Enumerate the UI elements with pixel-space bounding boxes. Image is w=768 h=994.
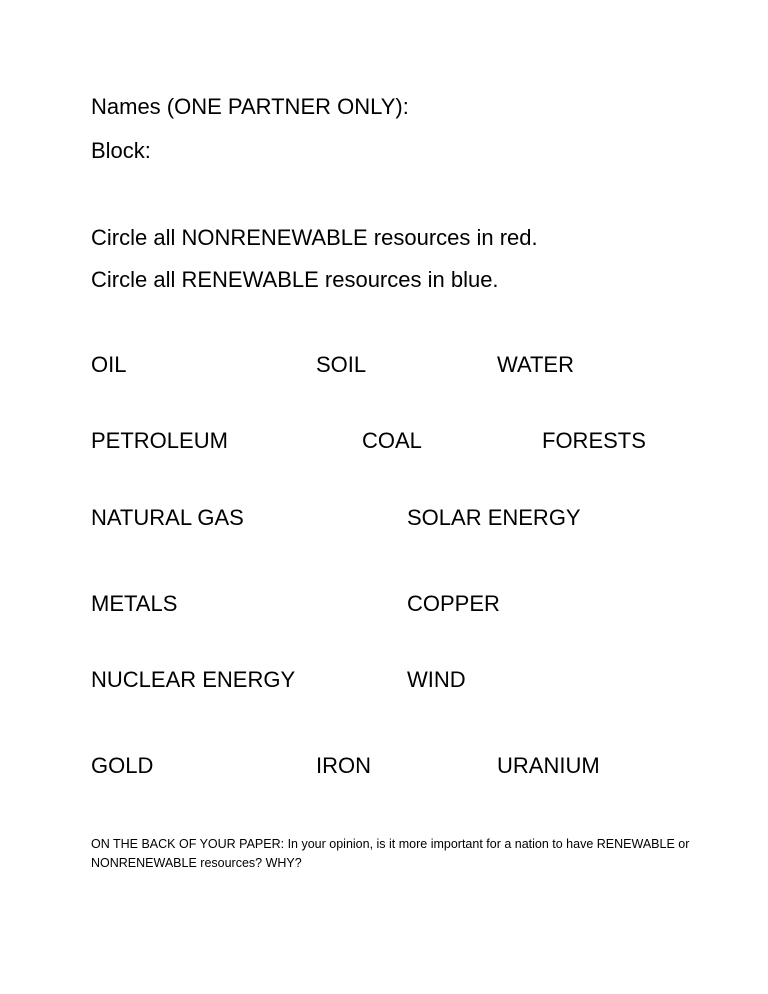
resource-water: WATER: [497, 352, 574, 377]
instruction-nonrenewable: Circle all NONRENEWABLE resources in red.: [91, 225, 538, 250]
resource-forests: FORESTS: [542, 428, 646, 453]
resource-solar-energy: SOLAR ENERGY: [407, 505, 581, 530]
resource-oil: OIL: [91, 352, 127, 377]
back-of-paper-question: ON THE BACK OF YOUR PAPER: In your opinion, is it more important for a nation to have RENEWABLE or NONRENEWABLE resources? WHY?: [91, 837, 690, 870]
resource-copper: COPPER: [407, 591, 500, 616]
resource-gold: GOLD: [91, 753, 154, 778]
resource-coal: COAL: [362, 428, 422, 453]
names-label: Names (ONE PARTNER ONLY):: [91, 94, 409, 119]
resource-wind: WIND: [407, 667, 466, 692]
instruction-renewable: Circle all RENEWABLE resources in blue.: [91, 267, 499, 292]
block-label: Block:: [91, 138, 151, 163]
resource-uranium: URANIUM: [497, 753, 600, 778]
resource-metals: METALS: [91, 591, 178, 616]
resource-soil: SOIL: [316, 352, 367, 377]
resource-iron: IRON: [316, 753, 371, 778]
resource-petroleum: PETROLEUM: [91, 428, 228, 453]
resource-nuclear-energy: NUCLEAR ENERGY: [91, 667, 296, 692]
resource-natural-gas: NATURAL GAS: [91, 505, 244, 530]
